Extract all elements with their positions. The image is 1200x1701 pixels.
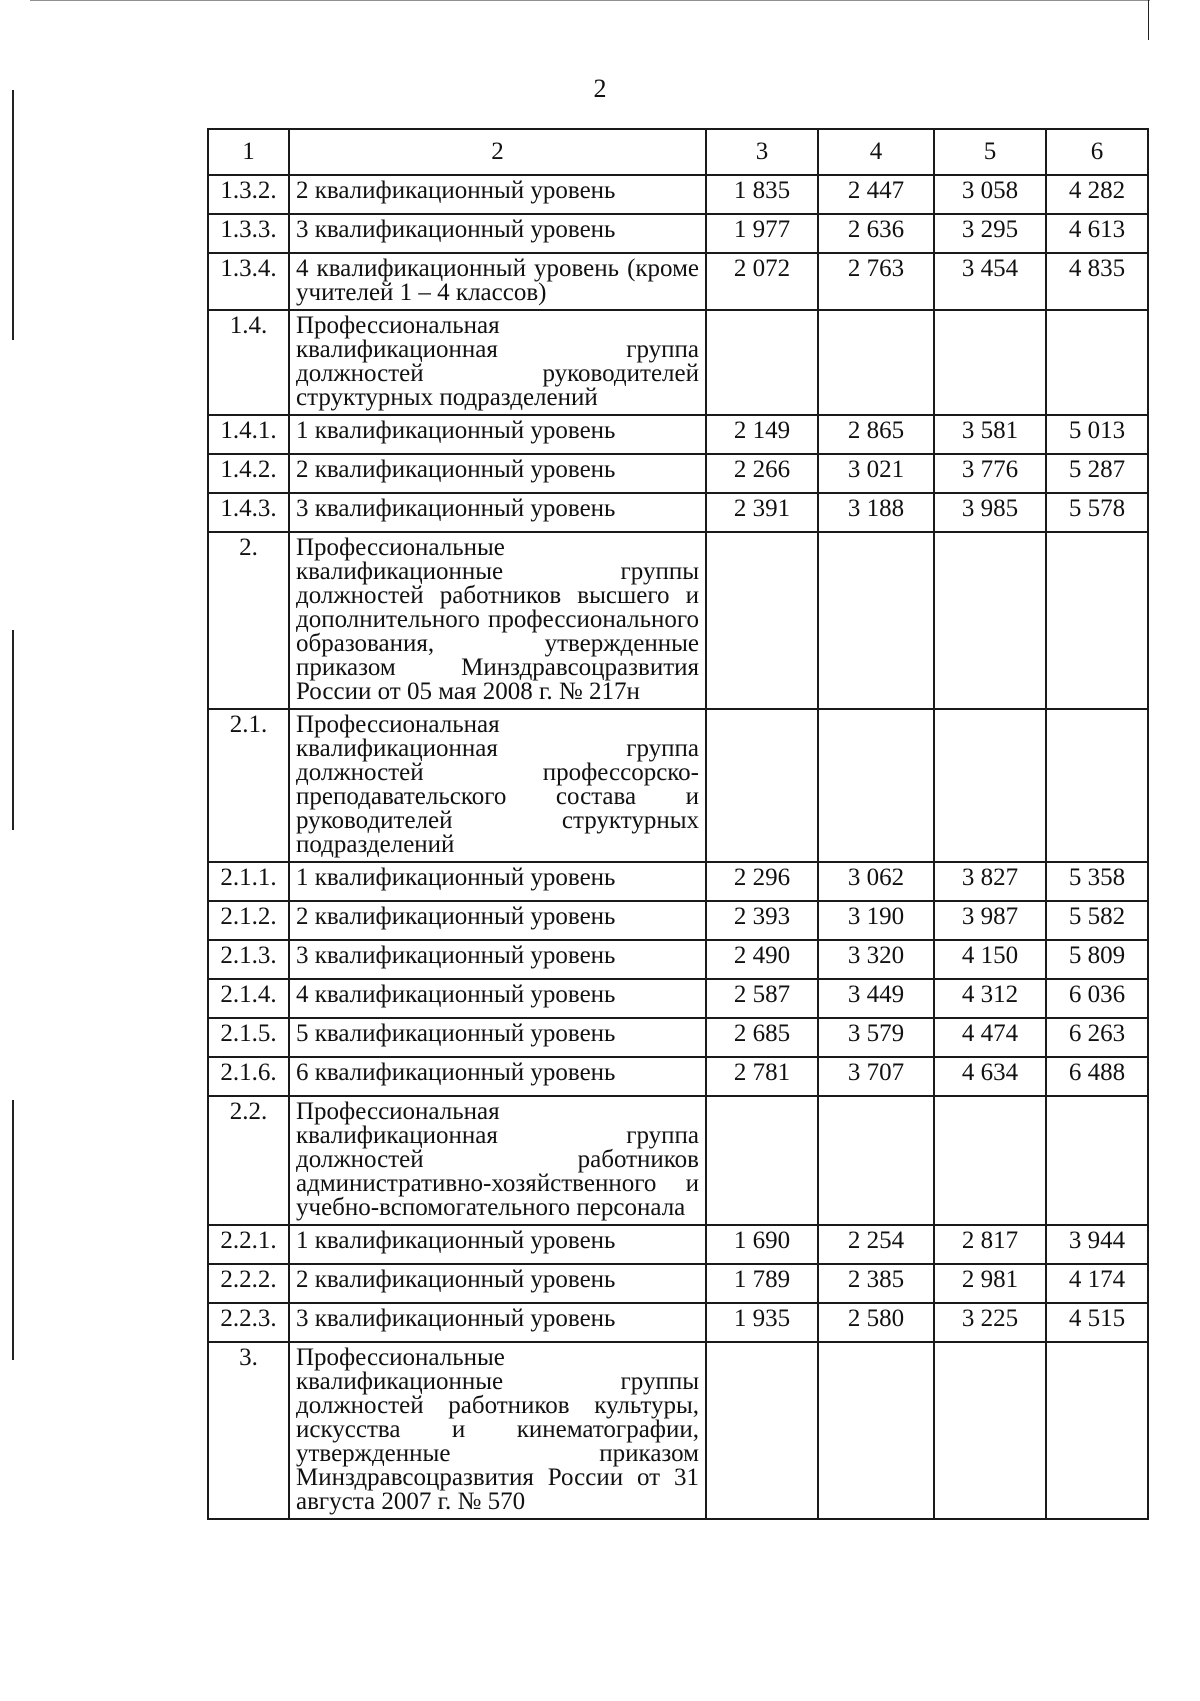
salary-value: 4 634 xyxy=(934,1057,1046,1096)
position-name: 5 квалификационный уровень xyxy=(289,1018,706,1057)
salary-value xyxy=(934,709,1046,862)
salary-value xyxy=(818,709,934,862)
position-name: 2 квалификационный уровень xyxy=(289,1264,706,1303)
table-row xyxy=(208,1225,1148,1264)
salary-value: 4 150 xyxy=(934,940,1046,979)
salary-value: 5 013 xyxy=(1046,415,1148,454)
table-row xyxy=(208,1264,1148,1303)
salary-value: 2 447 xyxy=(818,175,934,214)
salary-value: 3 188 xyxy=(818,493,934,532)
column-header: 6 xyxy=(1046,129,1148,175)
position-name: 4 квалификационный уровень xyxy=(289,979,706,1018)
position-name: 4 квалификационный уровень (кроме учителей 1 – 4 классов) xyxy=(289,253,706,310)
scan-edge-line xyxy=(30,0,1150,1)
column-header: 4 xyxy=(818,129,934,175)
salary-value: 1 789 xyxy=(706,1264,818,1303)
row-number: 2.1.6. xyxy=(208,1057,289,1096)
salary-value xyxy=(934,532,1046,709)
row-number: 1.3.4. xyxy=(208,253,289,310)
salary-value: 2 587 xyxy=(706,979,818,1018)
salary-value xyxy=(934,1096,1046,1225)
salary-value: 3 449 xyxy=(818,979,934,1018)
group-row xyxy=(208,532,1148,709)
table-row xyxy=(208,415,1148,454)
salary-value: 4 312 xyxy=(934,979,1046,1018)
group-row xyxy=(208,709,1148,862)
salary-value: 1 977 xyxy=(706,214,818,253)
salary-value: 6 488 xyxy=(1046,1057,1148,1096)
position-name: Профессиональная квалификационная группа должностей профессорско-преподавательского состава и руководителей структурных подразделений xyxy=(289,709,706,862)
row-number: 3. xyxy=(208,1342,289,1519)
salary-value: 3 944 xyxy=(1046,1225,1148,1264)
table-row xyxy=(208,1303,1148,1342)
salary-table-body xyxy=(208,129,1148,1519)
position-name: 3 квалификационный уровень xyxy=(289,214,706,253)
salary-value: 6 036 xyxy=(1046,979,1148,1018)
table-row xyxy=(208,1018,1148,1057)
salary-value: 3 581 xyxy=(934,415,1046,454)
salary-value xyxy=(706,310,818,415)
salary-value: 1 690 xyxy=(706,1225,818,1264)
group-row xyxy=(208,1342,1148,1519)
position-name: 2 квалификационный уровень xyxy=(289,175,706,214)
position-name: 3 квалификационный уровень xyxy=(289,1303,706,1342)
table-row xyxy=(208,493,1148,532)
salary-value: 3 021 xyxy=(818,454,934,493)
salary-value xyxy=(1046,1342,1148,1519)
scan-margin-mark xyxy=(1148,0,1149,40)
table-row xyxy=(208,214,1148,253)
page-number: 2 xyxy=(593,74,607,103)
row-number: 2.1.1. xyxy=(208,862,289,901)
position-name: Профессиональные квалификационные группы должностей работников высшего и дополнительного профессионального образования, утвержденные приказом Минздравсоцразвития России от 05 мая 2008 г. № 217н xyxy=(289,532,706,709)
scan-margin-mark xyxy=(12,630,14,830)
row-number: 1.4.1. xyxy=(208,415,289,454)
salary-value: 2 149 xyxy=(706,415,818,454)
position-name: 1 квалификационный уровень xyxy=(289,862,706,901)
salary-value: 2 254 xyxy=(818,1225,934,1264)
row-number: 2.1.5. xyxy=(208,1018,289,1057)
table-row xyxy=(208,454,1148,493)
position-name: Профессиональные квалификационные группы должностей работников культуры, искусства и кинематографии, утвержденные приказом Минздравсоцразвития России от 31 августа 2007 г. № 570 xyxy=(289,1342,706,1519)
salary-value: 3 190 xyxy=(818,901,934,940)
row-number: 2.1.2. xyxy=(208,901,289,940)
salary-value xyxy=(934,1342,1046,1519)
group-row xyxy=(208,310,1148,415)
salary-value: 6 263 xyxy=(1046,1018,1148,1057)
table-row xyxy=(208,901,1148,940)
row-number: 1.4.3. xyxy=(208,493,289,532)
salary-value: 2 266 xyxy=(706,454,818,493)
group-row xyxy=(208,1096,1148,1225)
salary-value: 5 578 xyxy=(1046,493,1148,532)
salary-value: 4 174 xyxy=(1046,1264,1148,1303)
table-row xyxy=(208,862,1148,901)
position-name: 1 квалификационный уровень xyxy=(289,415,706,454)
salary-value xyxy=(706,532,818,709)
scan-margin-mark xyxy=(12,1100,14,1360)
row-number: 1.3.3. xyxy=(208,214,289,253)
salary-value: 2 981 xyxy=(934,1264,1046,1303)
row-number: 2.1. xyxy=(208,709,289,862)
position-name: 1 квалификационный уровень xyxy=(289,1225,706,1264)
salary-value xyxy=(1046,310,1148,415)
salary-value: 3 062 xyxy=(818,862,934,901)
column-header: 5 xyxy=(934,129,1046,175)
table-row xyxy=(208,940,1148,979)
table-row xyxy=(208,979,1148,1018)
salary-value: 3 320 xyxy=(818,940,934,979)
position-name: 2 квалификационный уровень xyxy=(289,901,706,940)
salary-value: 1 935 xyxy=(706,1303,818,1342)
salary-value xyxy=(818,1096,934,1225)
row-number: 2. xyxy=(208,532,289,709)
salary-value: 4 474 xyxy=(934,1018,1046,1057)
row-number: 1.3.2. xyxy=(208,175,289,214)
row-number: 2.2.2. xyxy=(208,1264,289,1303)
salary-value: 3 579 xyxy=(818,1018,934,1057)
row-number: 2.2.1. xyxy=(208,1225,289,1264)
salary-value xyxy=(818,532,934,709)
scan-margin-mark xyxy=(12,90,14,340)
column-header: 1 xyxy=(208,129,289,175)
position-name: 3 квалификационный уровень xyxy=(289,940,706,979)
position-name: 6 квалификационный уровень xyxy=(289,1057,706,1096)
position-name: 2 квалификационный уровень xyxy=(289,454,706,493)
salary-value: 3 454 xyxy=(934,253,1046,310)
column-header: 3 xyxy=(706,129,818,175)
salary-value: 3 987 xyxy=(934,901,1046,940)
salary-value: 3 985 xyxy=(934,493,1046,532)
salary-value: 5 358 xyxy=(1046,862,1148,901)
salary-value: 3 058 xyxy=(934,175,1046,214)
salary-value xyxy=(818,310,934,415)
salary-value: 5 287 xyxy=(1046,454,1148,493)
salary-value: 2 296 xyxy=(706,862,818,901)
row-number: 1.4.2. xyxy=(208,454,289,493)
salary-value: 2 072 xyxy=(706,253,818,310)
salary-value xyxy=(1046,532,1148,709)
salary-value: 2 385 xyxy=(818,1264,934,1303)
position-name: Профессиональная квалификационная группа должностей работников административно-хозяйственного и учебно-вспомогательного персонала xyxy=(289,1096,706,1225)
row-number: 1.4. xyxy=(208,310,289,415)
salary-value: 4 282 xyxy=(1046,175,1148,214)
salary-value: 3 295 xyxy=(934,214,1046,253)
salary-value: 3 707 xyxy=(818,1057,934,1096)
salary-value xyxy=(1046,709,1148,862)
salary-value xyxy=(1046,1096,1148,1225)
salary-value: 2 781 xyxy=(706,1057,818,1096)
salary-value xyxy=(934,310,1046,415)
salary-value xyxy=(706,709,818,862)
column-number-header-row xyxy=(208,129,1148,175)
salary-value: 2 817 xyxy=(934,1225,1046,1264)
salary-value: 2 685 xyxy=(706,1018,818,1057)
table-row xyxy=(208,175,1148,214)
salary-value: 3 827 xyxy=(934,862,1046,901)
row-number: 2.1.4. xyxy=(208,979,289,1018)
salary-value: 3 776 xyxy=(934,454,1046,493)
salary-value: 2 393 xyxy=(706,901,818,940)
salary-value: 2 636 xyxy=(818,214,934,253)
table-row xyxy=(208,1057,1148,1096)
salary-value xyxy=(706,1342,818,1519)
row-number: 2.1.3. xyxy=(208,940,289,979)
column-header: 2 xyxy=(289,129,706,175)
salary-value: 2 865 xyxy=(818,415,934,454)
salary-value: 2 391 xyxy=(706,493,818,532)
salary-value: 4 515 xyxy=(1046,1303,1148,1342)
position-name: Профессиональная квалификационная группа должностей руководителей структурных подразделений xyxy=(289,310,706,415)
salary-value xyxy=(706,1096,818,1225)
salary-value xyxy=(818,1342,934,1519)
salary-value: 2 490 xyxy=(706,940,818,979)
table-row xyxy=(208,253,1148,310)
salary-value: 5 582 xyxy=(1046,901,1148,940)
salary-table xyxy=(207,128,1149,1520)
salary-value: 2 763 xyxy=(818,253,934,310)
salary-value: 2 580 xyxy=(818,1303,934,1342)
salary-value: 4 613 xyxy=(1046,214,1148,253)
position-name: 3 квалификационный уровень xyxy=(289,493,706,532)
salary-value: 3 225 xyxy=(934,1303,1046,1342)
salary-value: 1 835 xyxy=(706,175,818,214)
row-number: 2.2.3. xyxy=(208,1303,289,1342)
row-number: 2.2. xyxy=(208,1096,289,1225)
salary-value: 4 835 xyxy=(1046,253,1148,310)
salary-value: 5 809 xyxy=(1046,940,1148,979)
